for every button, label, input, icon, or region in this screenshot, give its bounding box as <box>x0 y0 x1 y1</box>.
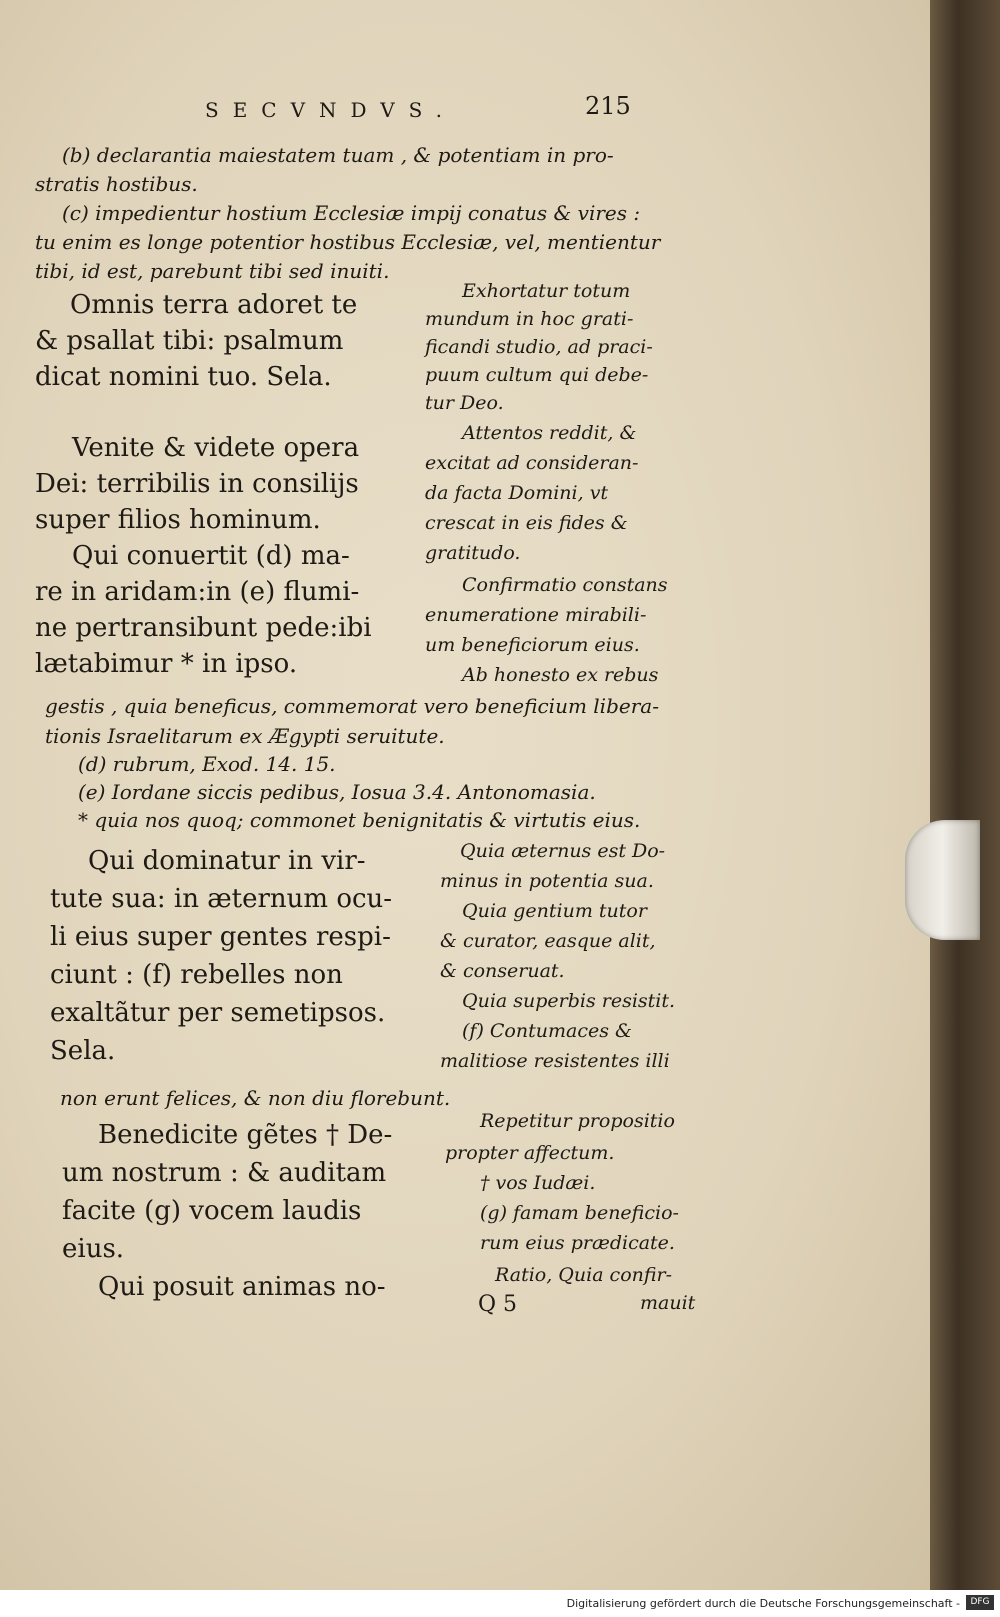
dfg-logo: DFG <box>966 1595 994 1610</box>
gloss-line: mundum in hoc grati- <box>425 308 634 330</box>
gloss-line: minus in potentia sua. <box>440 870 654 892</box>
psalm-text-line: Venite & videte opera <box>72 433 360 463</box>
psalm-text-line: re in aridam:in (e) flumi- <box>35 577 360 607</box>
psalm-text-line: facite (g) vocem laudis <box>62 1196 362 1226</box>
note-line: non erunt felices, & non diu florebunt. <box>60 1086 451 1110</box>
note-line: (e) Iordane siccis pedibus, Iosua 3.4. Antonomasia. <box>78 780 596 804</box>
gloss-line: † vos Iudæi. <box>480 1172 596 1194</box>
note-line: stratis hostibus. <box>35 172 198 196</box>
psalm-text-line: ciunt : (f) rebelles non <box>50 960 343 990</box>
gloss-line: Confirmatio constans <box>462 574 668 596</box>
note-line: tionis Israelitarum ex Ægypti seruitute. <box>45 724 445 748</box>
gloss-line: ficandi studio, ad praci- <box>425 336 653 358</box>
psalm-text-line: Benedicite gẽtes † De- <box>98 1120 393 1150</box>
note-line: (d) rubrum, Exod. 14. 15. <box>78 752 336 776</box>
gloss-line: & curator, easque alit, <box>440 930 656 952</box>
gloss-line: Exhortatur totum <box>462 280 631 302</box>
psalm-text-line: exaltãtur per semetipsos. <box>50 998 386 1028</box>
gloss-line: & conseruat. <box>440 960 565 982</box>
psalm-text-line: Qui dominatur in vir- <box>88 846 366 876</box>
psalm-text-line: Sela. <box>50 1036 116 1066</box>
psalm-text-line: Omnis terra adoret te <box>70 290 358 320</box>
psalm-text-line: eius. <box>62 1234 125 1264</box>
gloss-line: gratitudo. <box>425 542 521 564</box>
gloss-line: um beneficiorum eius. <box>425 634 640 656</box>
gloss-line: excitat ad consideran- <box>425 452 639 474</box>
footer-bar <box>0 1590 1000 1617</box>
book-spine <box>930 0 1000 1590</box>
signature-mark: Q 5 <box>478 1292 518 1317</box>
gloss-line: Quia superbis resistit. <box>462 990 676 1012</box>
gloss-line: Quia gentium tutor <box>462 900 647 922</box>
gloss-line: (f) Contumaces & <box>462 1020 632 1042</box>
psalm-text-line: um nostrum : & auditam <box>62 1158 387 1188</box>
gloss-line: (g) famam beneficio- <box>480 1202 679 1224</box>
psalm-text-line: Dei: terribilis in consilijs <box>35 469 359 499</box>
note-line: gestis , quia beneficus, commemorat vero beneficium libera- <box>45 694 659 718</box>
gloss-line: rum eius prædicate. <box>480 1232 675 1254</box>
gloss-line: Attentos reddit, & <box>462 422 637 444</box>
catchword: mauit <box>640 1292 696 1314</box>
psalm-text-line: dicat nomini tuo. Sela. <box>35 362 332 392</box>
note-line: tibi, id est, parebunt tibi sed inuiti. <box>35 259 390 283</box>
gloss-line: da facta Domini, vt <box>425 482 609 504</box>
note-line: (c) impedientur hostium Ecclesiæ impij conatus & vires : <box>62 201 641 225</box>
psalm-text-line: Qui posuit animas no- <box>98 1272 386 1302</box>
note-line: tu enim es longe potentior hostibus Ecclesiæ, vel, mentientur <box>35 230 661 254</box>
gloss-line: tur Deo. <box>425 392 504 414</box>
gloss-line: puum cultum qui debe- <box>425 364 649 386</box>
gloss-line: enumeratione mirabili- <box>425 604 647 626</box>
psalm-text-line: Qui conuertit (d) ma- <box>72 541 350 571</box>
gloss-line: Quia æternus est Do- <box>460 840 666 862</box>
psalm-text-line: li eius super gentes respi- <box>50 922 391 952</box>
gloss-line: malitiose resistentes illi <box>440 1050 670 1072</box>
gloss-line: propter affectum. <box>445 1142 615 1164</box>
note-line: * quia nos quoq; commonet benignitatis & virtutis eius. <box>78 808 641 832</box>
funding-note: Digitalisierung gefördert durch die Deutsche Forschungsgemeinschaft - <box>566 1597 960 1610</box>
note-line: (b) declarantia maiestatem tuam , & potentiam in pro- <box>62 143 614 167</box>
psalm-text-line: ne pertransibunt pede:ibi <box>35 613 372 643</box>
gloss-line: Ab honesto ex rebus <box>462 664 659 686</box>
running-head: SECVNDVS. <box>205 98 457 122</box>
psalm-text-line: super filios hominum. <box>35 505 321 535</box>
psalm-text-line: & psallat tibi: psalmum <box>35 326 344 356</box>
gloss-line: crescat in eis fides & <box>425 512 628 534</box>
psalm-text-line: tute sua: in æternum ocu- <box>50 884 393 914</box>
page-clamp <box>905 820 980 940</box>
psalm-text-line: lætabimur * in ipso. <box>35 649 298 679</box>
gloss-line: Repetitur propositio <box>480 1110 675 1132</box>
page-number: 215 <box>585 92 631 120</box>
gloss-line: Ratio, Quia confir- <box>495 1264 673 1286</box>
